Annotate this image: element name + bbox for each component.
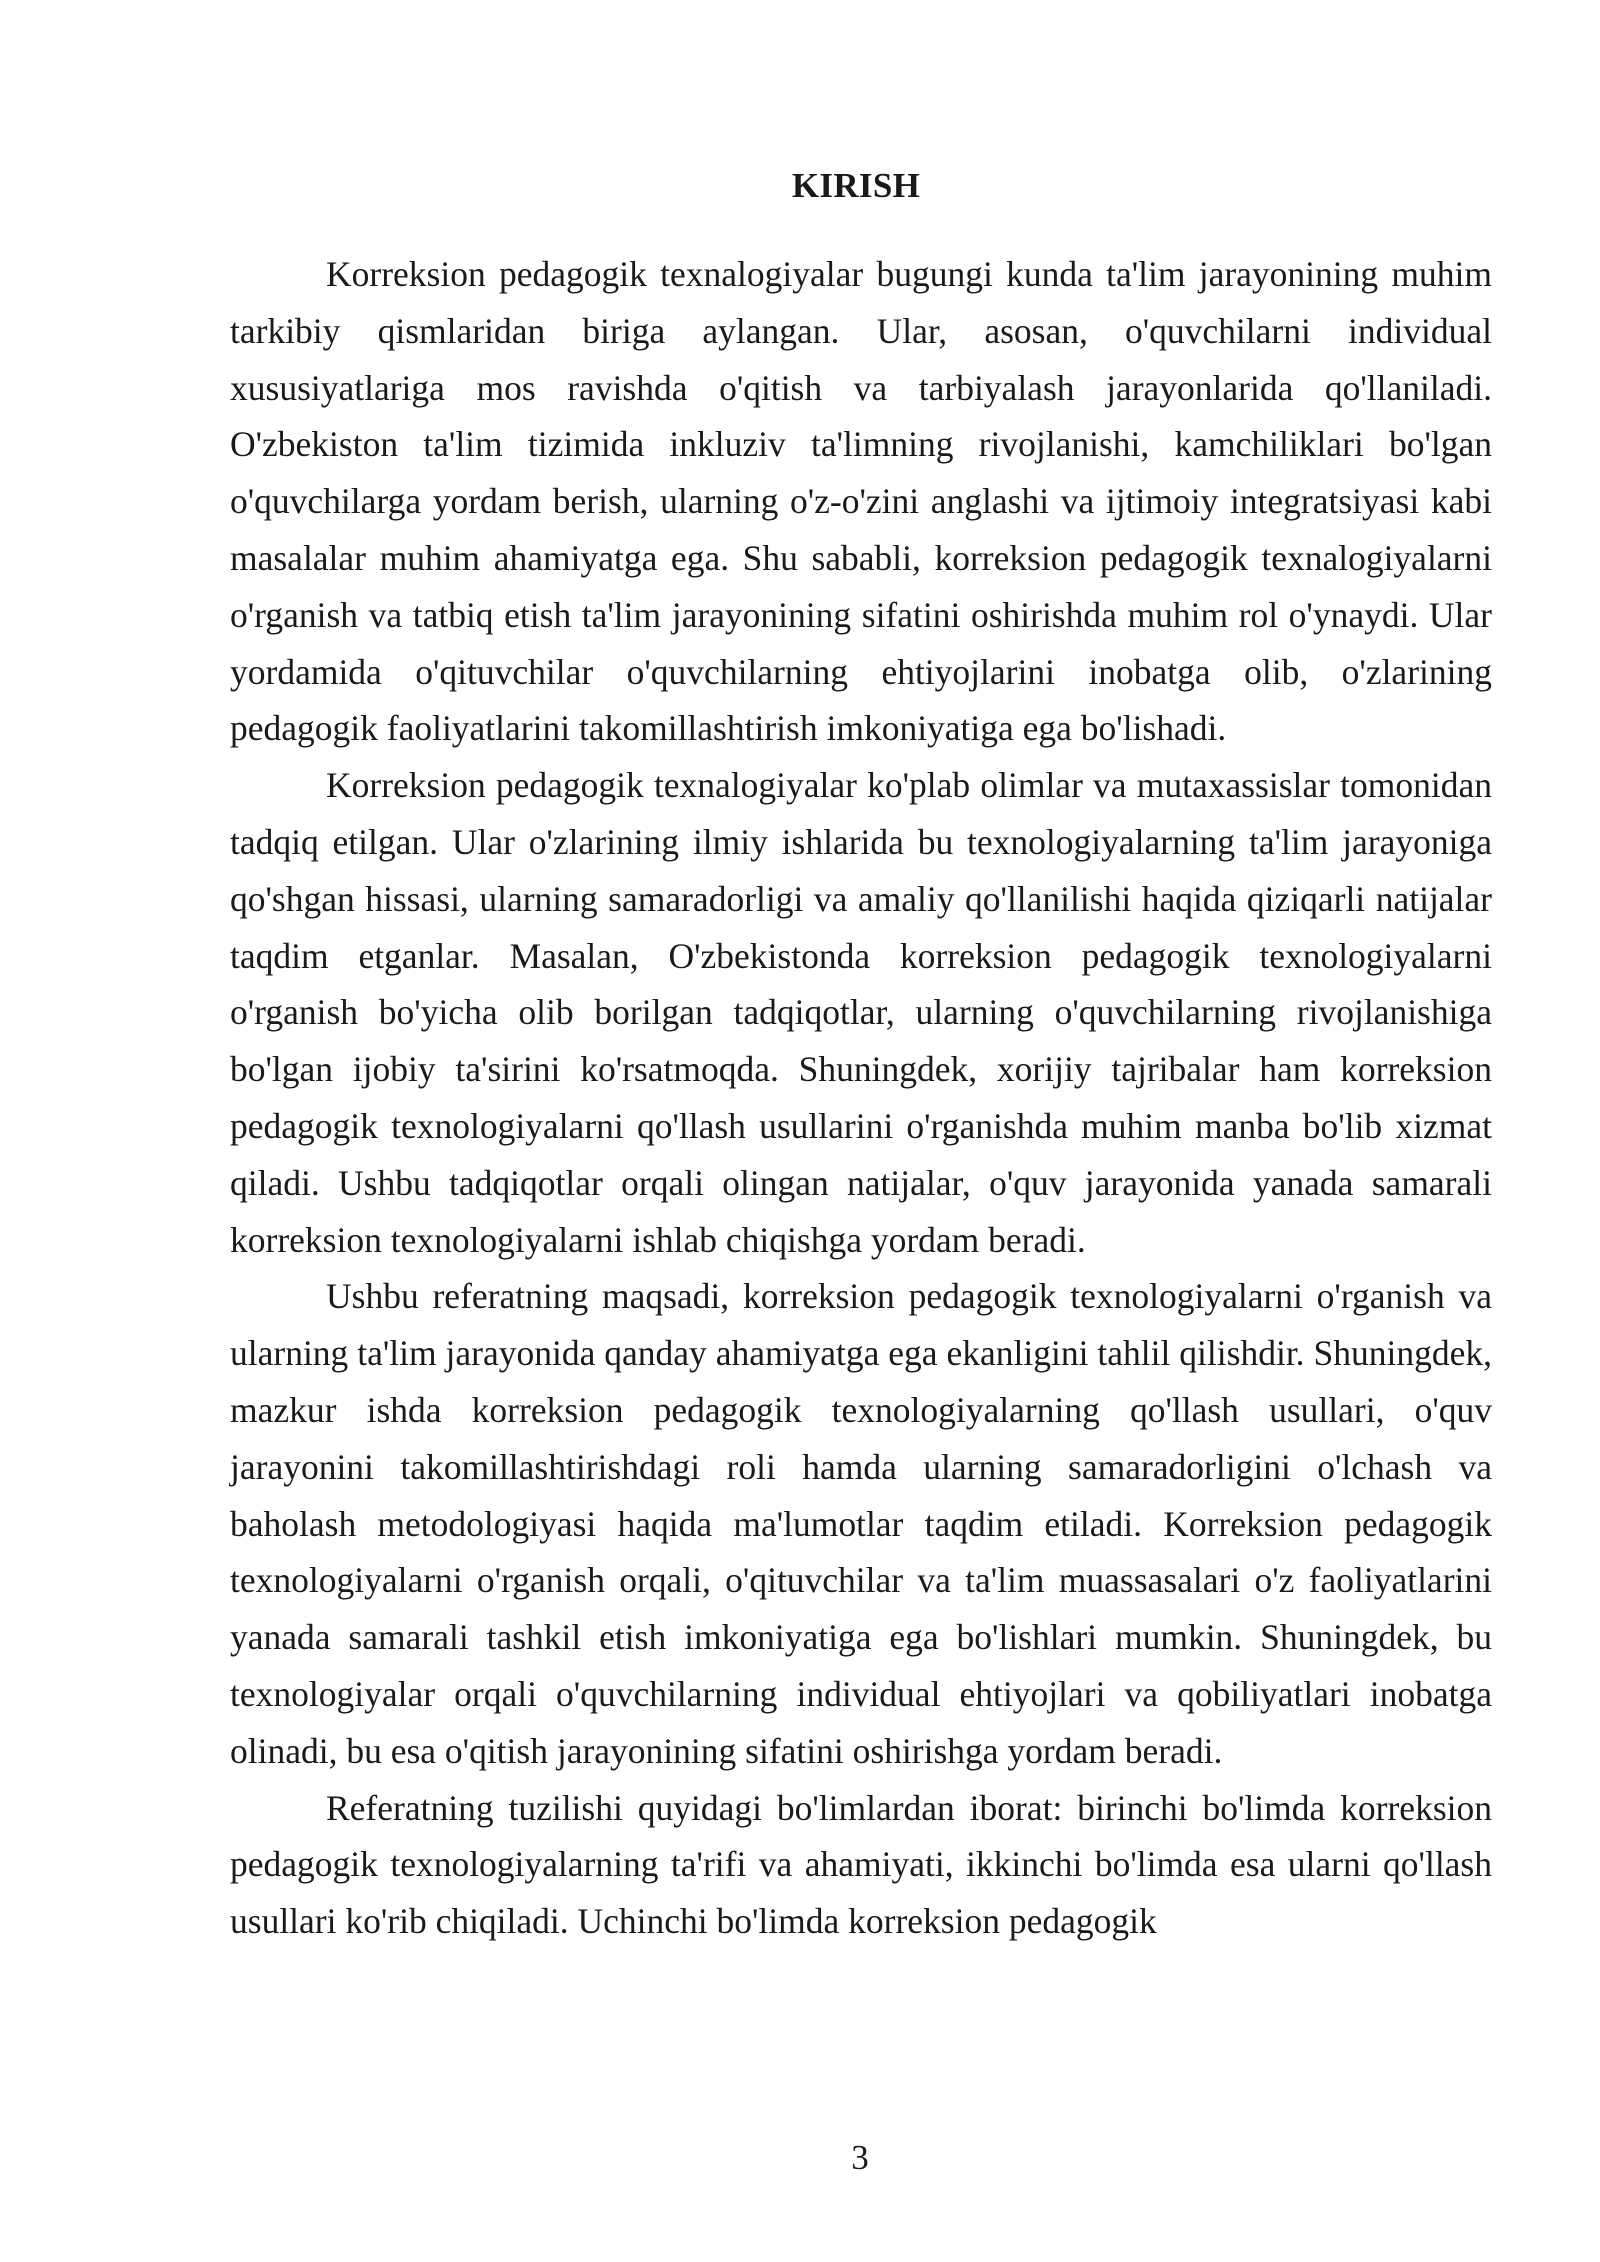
paragraph-2: Korreksion pedagogik texnalogiyalar ko'plab olimlar va mutaxassislar tomonidan tadqiq etilgan. Ular o'zlarining ilmiy ishlarida bu texnologiyalarning ta'lim jarayoniga qo'shgan hissasi, ularning samaradorligi va amaliy qo'llanilishi haqida qiziqarli natijalar taqdim etganlar. Masalan, O'zbekistonda korreksion pedagogik texnologiyalarni o'rganish bo'yicha olib borilgan tadqiqotlar, ularning o'quvchilarning rivojlanishiga bo'lgan ijobiy ta'sirini ko'rsatmoqda. Shuningdek, xorijiy tajribalar ham korreksion pedagogik texnologiyalarni qo'llash usullarini o'rganishda muhim manba bo'lib xizmat qiladi. Ushbu tadqiqotlar orqali olingan natijalar, o'quv jarayonida yanada samarali korreksion texnologiyalarni ishlab chiqishga yordam beradi. <box>230 765 1492 1260</box>
page-title: KIRISH <box>791 166 921 205</box>
body-text <box>230 246 1492 1950</box>
paragraph-1: Korreksion pedagogik texnalogiyalar bugungi kunda ta'lim jarayonining muhim tarkibiy qismlaridan biriga aylangan. Ular, asosan, o'quvchilarni individual xususiyatlariga mos ravishda o'qitish va tarbiyalash jarayonlarida qo'llaniladi. O'zbekiston ta'lim tizimida inkluziv ta'limning rivojlanishi, kamchiliklari bo'lgan o'quvchilarga yordam berish, ularning o'z-o'zini anglashi va ijtimoiy integratsiyasi kabi masalalar muhim ahamiyatga ega. Shu sababli, korreksion pedagogik texnalogiyalarni o'rganish va tatbiq etish ta'lim jarayonining sifatini oshirishda muhim rol o'ynaydi. Ular yordamida o'qituvchilar o'quvchilarning ehtiyojlarini inobatga olib, o'zlarining pedagogik faoliyatlarini takomillashtirish imkoniyatiga ega bo'lishadi. <box>230 254 1492 749</box>
paragraph-4: Referatning tuzilishi quyidagi bo'limlardan iborat: birinchi bo'limda korreksion pedagogik texnologiyalarning ta'rifi va ahamiyati, ikkinchi bo'limda esa ularni qo'llash usullari ko'rib chiqiladi. Uchinchi bo'limda korreksion pedagogik <box>230 1787 1492 1942</box>
page-number: 3 <box>851 2138 869 2177</box>
paragraph-3: Ushbu referatning maqsadi, korreksion pedagogik texnologiyalarni o'rganish va ularning ta'lim jarayonida qanday ahamiyatga ega ekanligini tahlil qilishdir. Shuningdek, mazkur ishda korreksion pedagogik texnologiyalarning qo'llash usullari, o'quv jarayonini takomillashtirishdagi roli hamda ularning samaradorligini o'lchash va baholash metodologiyasi haqida ma'lumotlar taqdim etiladi. Korreksion pedagogik texnologiyalarni o'rganish orqali, o'qituvchilar va ta'lim muassasalari o'z faoliyatlarini yanada samarali tashkil etish imkoniyatiga ega bo'lishlari mumkin. Shuningdek, bu texnologiyalar orqali o'quvchilarning individual ehtiyojlari va qobiliyatlari inobatga olinadi, bu esa o'qitish jarayonining sifatini oshirishga yordam beradi. <box>230 1276 1492 1771</box>
